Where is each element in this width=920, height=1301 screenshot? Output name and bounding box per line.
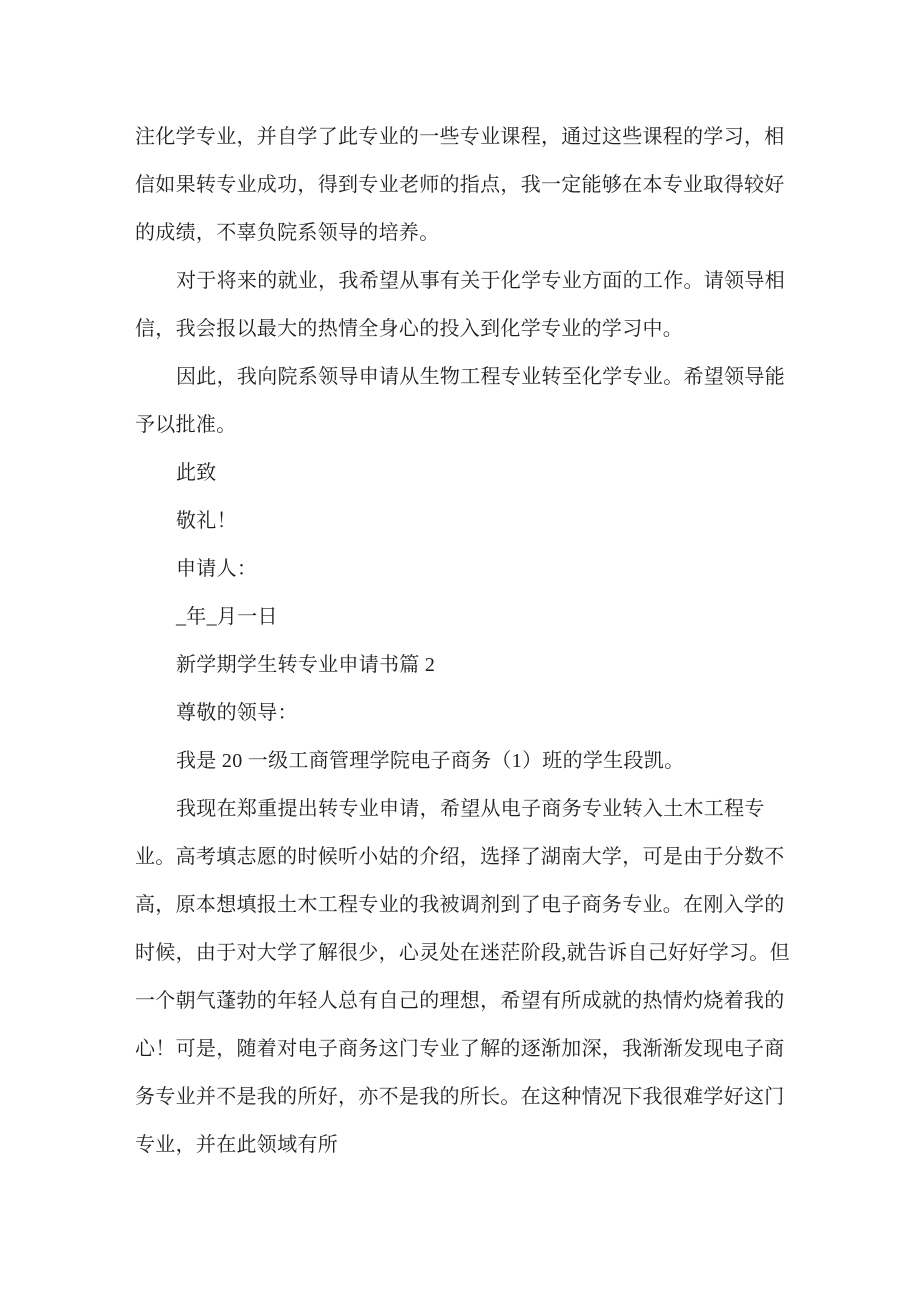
document-text-block <box>135 113 800 1169</box>
text-line-signature: 申请人： <box>176 558 258 580</box>
text-line: 心！可是，随着对电子商务这门专业了解的逐渐加深，我渐渐发现电子商 <box>135 1038 785 1060</box>
text-line: 业。高考填志愿的时候听小姑的介绍，选择了湖南大学，可是由于分数不 <box>135 846 785 868</box>
text-line: 务专业并不是我的所好，亦不是我的所长。在这种情况下我很难学好这门 <box>135 1086 785 1108</box>
text-line: 的成绩，不辜负院系领导的培养。 <box>135 222 440 244</box>
text-line: 注化学专业，并自学了此专业的一些专业课程，通过这些课程的学习，相 <box>135 126 785 148</box>
text-line: 专业，并在此领域有所 <box>135 1134 338 1156</box>
text-line: 因此，我向院系领导申请从生物工程专业转至化学专业。希望领导能 <box>176 366 785 388</box>
text-line: 高，原本想填报土木工程专业的我被调剂到了电子商务专业。在刚入学的 <box>135 894 785 916</box>
text-line-date: _年_月一日 <box>176 606 278 628</box>
text-line-salutation: 尊敬的领导： <box>176 702 298 724</box>
text-line: 我是 20 一级工商管理学院电子商务（1）班的学生段凯。 <box>176 750 685 772</box>
text-line: 予以批准。 <box>135 414 237 436</box>
text-line-salutation: 此致 <box>176 462 217 484</box>
text-line: 一个朝气蓬勃的年轻人总有自己的理想，希望有所成就的热情灼烧着我的 <box>135 990 785 1012</box>
text-line: 我现在郑重提出转专业申请，希望从电子商务专业转入土木工程专 <box>176 798 765 820</box>
text-line: 时候，由于对大学了解很少，心灵处在迷茫阶段,就告诉自己好好学习。但 <box>135 942 790 964</box>
text-line: 信，我会报以最大的热情全身心的投入到化学专业的学习中。 <box>135 318 684 340</box>
text-line: 对于将来的就业，我希望从事有关于化学专业方面的工作。请领导相 <box>176 270 785 292</box>
section-heading: 新学期学生转专业申请书篇 2 <box>176 654 436 676</box>
text-line: 信如果转专业成功，得到专业老师的指点，我一定能够在本专业取得较好 <box>135 174 785 196</box>
text-line-salutation: 敬礼！ <box>176 510 237 532</box>
